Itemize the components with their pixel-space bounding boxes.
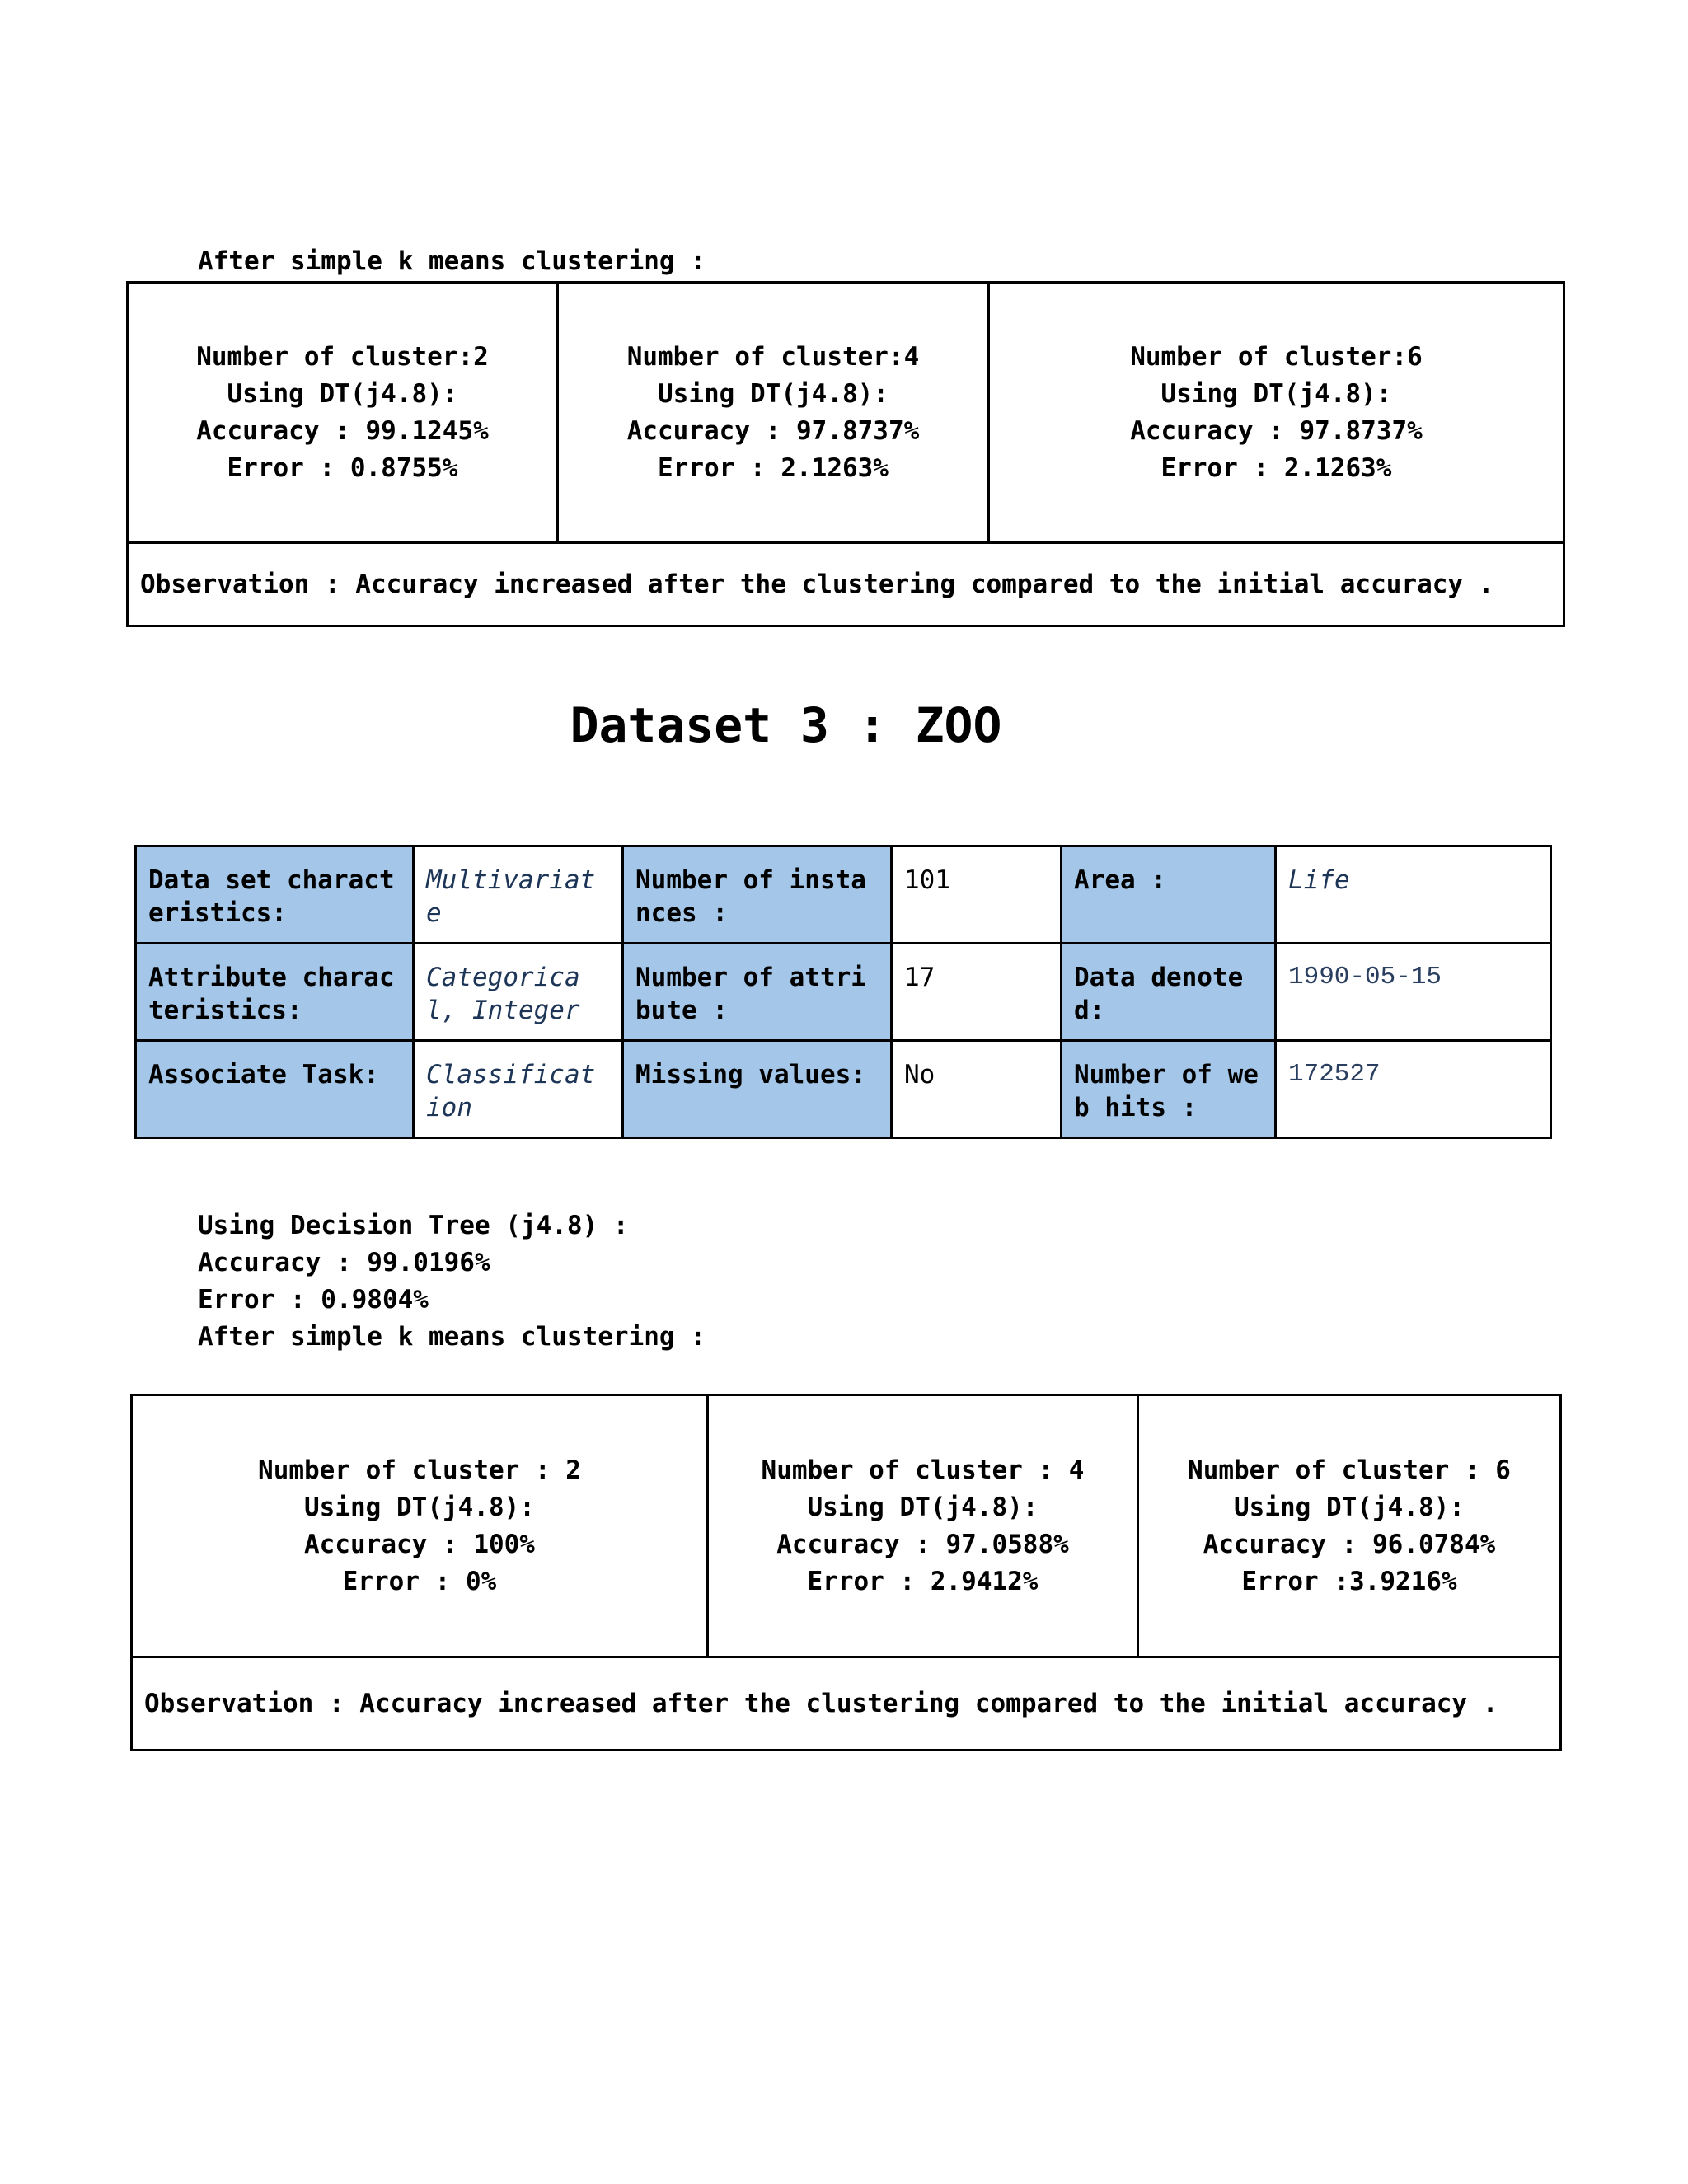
info-value: 172527 — [1276, 1041, 1551, 1138]
dataset-title: Dataset 3 : ZOO — [570, 697, 1002, 753]
error: Error : 2.9412% — [807, 1566, 1039, 1596]
method: Using DT(j4.8): — [304, 1492, 535, 1522]
method: Using DT(j4.8): — [1234, 1492, 1465, 1522]
cluster-count: Number of cluster:2 — [196, 341, 489, 372]
result-cell-cluster-6 — [1138, 1395, 1561, 1657]
accuracy: Accuracy : 99.1245% — [196, 415, 489, 446]
dt-error: Error : 0.9804% — [198, 1285, 429, 1315]
info-key: Number of instances : — [623, 846, 892, 944]
observation-text: Observation : Accuracy increased after the clustering compared to the initial accuracy . — [132, 1657, 1561, 1750]
cluster-count: Number of cluster:4 — [626, 341, 920, 372]
info-value: 101 — [892, 846, 1062, 944]
info-key: Area : — [1062, 846, 1276, 944]
info-row — [136, 944, 1551, 1041]
accuracy: Accuracy : 100% — [304, 1529, 535, 1559]
info-key: Data set characteristics: — [136, 846, 414, 944]
method: Using DT(j4.8): — [227, 378, 458, 409]
error: Error : 0% — [342, 1566, 497, 1596]
error: Error :3.9216% — [1241, 1566, 1457, 1596]
info-key: Number of attribute : — [623, 944, 892, 1041]
info-value: Classification — [414, 1041, 623, 1138]
result-cell-cluster-2 — [132, 1395, 708, 1657]
error: Error : 2.1263% — [1160, 452, 1392, 483]
info-key: Missing values: — [623, 1041, 892, 1138]
dataset-info-table — [134, 845, 1552, 1139]
info-row — [136, 846, 1551, 944]
accuracy: Accuracy : 97.8737% — [626, 415, 920, 446]
method: Using DT(j4.8): — [658, 378, 889, 409]
info-value: No — [892, 1041, 1062, 1138]
info-value: Categorical, Integer — [414, 944, 623, 1041]
clustering-results-table-1 — [126, 281, 1565, 627]
cluster-count: Number of cluster : 6 — [1188, 1455, 1511, 1485]
section-heading-kmeans: After simple k means clustering : — [198, 246, 706, 276]
accuracy: Accuracy : 97.0588% — [776, 1529, 1069, 1559]
info-key: Associate Task: — [136, 1041, 414, 1138]
cluster-count: Number of cluster : 2 — [258, 1455, 581, 1485]
method: Using DT(j4.8): — [807, 1492, 1039, 1522]
info-value: Multivariate — [414, 846, 623, 944]
observation-text: Observation : Accuracy increased after the clustering compared to the initial accuracy . — [128, 543, 1564, 626]
cluster-count: Number of cluster : 4 — [761, 1455, 1085, 1485]
info-row — [136, 1041, 1551, 1138]
error: Error : 0.8755% — [227, 452, 458, 483]
dt-heading: Using Decision Tree (j4.8) : — [198, 1211, 629, 1240]
accuracy: Accuracy : 97.8737% — [1130, 415, 1423, 446]
dt-accuracy: Accuracy : 99.0196% — [198, 1248, 490, 1277]
result-cell-cluster-4 — [558, 283, 989, 543]
error: Error : 2.1263% — [658, 452, 889, 483]
info-key: Data denoted: — [1062, 944, 1276, 1041]
method: Using DT(j4.8): — [1160, 378, 1392, 409]
info-value: 1990-05-15 — [1276, 944, 1551, 1041]
result-cell-cluster-4 — [708, 1395, 1138, 1657]
clustering-results-table-2 — [130, 1394, 1562, 1751]
cluster-count: Number of cluster:6 — [1130, 341, 1423, 372]
accuracy: Accuracy : 96.0784% — [1203, 1529, 1496, 1559]
result-cell-cluster-2 — [128, 283, 558, 543]
section-heading-kmeans-2: After simple k means clustering : — [198, 1322, 706, 1352]
info-key: Number of web hits : — [1062, 1041, 1276, 1138]
info-key: Attribute characteristics: — [136, 944, 414, 1041]
result-cell-cluster-6 — [989, 283, 1564, 543]
info-value: 17 — [892, 944, 1062, 1041]
info-value: Life — [1276, 846, 1551, 944]
